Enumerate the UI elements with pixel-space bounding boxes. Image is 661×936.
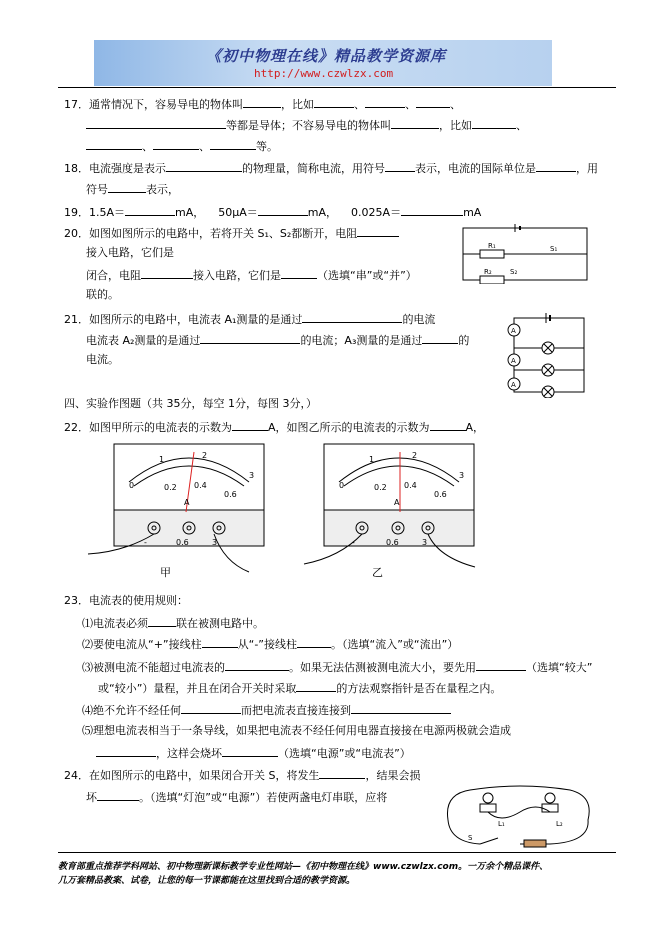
q23-rule2: ⑵要使电流从“+”接线柱 从“-”接线柱 。（选填“流入”或“流出”） — [82, 638, 459, 651]
q20-line2: 接入电路，它们是 — [86, 246, 174, 259]
fig20-label-r1: R₁ — [488, 242, 496, 250]
left-sub-04: 0.4 — [194, 481, 207, 490]
q18-line1: 18．电流强度是表示 的物理量，简称电流，用符号 表示，电流的国际单位是 ，用 — [64, 162, 598, 175]
section4-title: 四、实验作图题（共 35分，每空 1分，每图 3分，） — [64, 397, 317, 410]
right-scale-0: 0 — [339, 481, 345, 490]
left-scale-2: 2 — [202, 451, 208, 460]
q23-rule1: ⑴电流表必须 联在被测电路中。 — [82, 617, 264, 630]
footer-rule — [58, 852, 616, 853]
fig24-label-l1: L₁ — [498, 820, 505, 828]
left-sub-02: 0.2 — [164, 483, 177, 492]
q17-line3: 、 、 等。 — [86, 138, 278, 154]
ammeter-right — [300, 442, 490, 580]
q23-rule4: ⑷绝不允许不经任何 而把电流表直接连接到 — [82, 702, 451, 718]
q23-rule3: ⑶被测电流不能超过电流表的 。如果无法估测被测电流大小，要先用 （选填“较大” — [82, 661, 593, 674]
left-unit: A — [184, 498, 190, 507]
left-scale-1: 1 — [159, 455, 165, 464]
fig21-ammeter-2: A — [511, 357, 516, 365]
fig20-label-s1: S₁ — [550, 245, 558, 253]
q20-line4: 联的。 — [86, 288, 119, 301]
q20-line1: 20．如图如图所示的电路中，若将开关 S₁、S₂都断开，电阻 — [64, 225, 399, 241]
q18-line2: 符号 表示， — [86, 183, 179, 196]
right-sub-02: 0.2 — [374, 483, 387, 492]
q24-line1: 24．在如图所示的电路中，如果闭合开关 S，将发生 ，结果会损 — [64, 769, 421, 782]
q22-caption-left: 甲 — [160, 566, 171, 579]
header-url: http://www.czwlzx.com — [254, 67, 394, 80]
q17-line2: 等都是导体；不容易导电的物体叫 ，比如 、 — [86, 117, 527, 133]
footer-line1: 教育部重点推荐学科网站、初中物理新课标教学专业性网站—《初中物理在线》www.czwlzx.com。一万余个精品课件、 — [58, 862, 549, 872]
right-term-3: 3 — [422, 538, 428, 547]
left-term-3: 3 — [212, 538, 218, 547]
right-term-minus: - — [352, 538, 355, 547]
q23-title: 23．电流表的使用规则： — [64, 594, 188, 607]
q24-line2: 坏 。（选填“灯泡”或“电源”）若使两盏电灯串联，应将 — [86, 791, 388, 804]
fig21-ammeter-3: A — [511, 381, 516, 389]
q19-line: 19．1.5A＝ mA， 50μA＝ mA， 0.025A＝ mA — [64, 206, 482, 219]
left-term-06: 0.6 — [176, 538, 189, 547]
q22-line1: 22．如图甲所示的电流表的示数为 A，如图乙所示的电流表的示数为 A， — [64, 421, 485, 434]
left-sub-06: 0.6 — [224, 490, 237, 499]
right-sub-04: 0.4 — [404, 481, 417, 490]
fig24-label-s: S — [468, 834, 473, 842]
q21-line3: 电流。 — [86, 353, 119, 366]
right-unit: A — [394, 498, 400, 507]
left-scale-3: 3 — [249, 471, 255, 480]
q23-rule5: ⑸理想电流表相当于一条导线，如果把电流表不经任何用电器直接接在电源两极就会造成 — [82, 724, 511, 737]
q23-rule5-cont: ，这样会烧坏 （选填“电源”或“电流表”） — [96, 745, 411, 761]
q21-line2: 电流表 A₂测量的是通过 的电流；A₃测量的是通过 的 — [86, 334, 470, 347]
q21-line1: 21．如图所示的电路中，电流表 A₁测量的是通过 的电流 — [64, 313, 436, 326]
q20-line3: 闭合，电阻 接入电路，它们是 （选填“串”或“并”） — [86, 269, 417, 282]
q22-caption-right: 乙 — [372, 566, 383, 579]
q17-line1: 17．通常情况下，容易导电的物体叫 ，比如 、 、 、 — [64, 98, 461, 111]
fig24-label-l2: L₂ — [556, 820, 563, 828]
circuit-figure-24 — [440, 776, 596, 848]
fig21-ammeter-1: A — [511, 327, 516, 335]
right-scale-1: 1 — [369, 455, 375, 464]
footer-line2: 几万套精品教案、试卷，让您的每一节课都能在这里找到合适的教学资源。 — [58, 876, 356, 886]
left-term-minus: - — [144, 538, 147, 547]
fig20-label-s2: S₂ — [510, 268, 518, 276]
right-scale-3: 3 — [459, 471, 465, 480]
q23-rule3-cont: 或“较小”）量程，并且在闭合开关时采取 的方法观察指针是否在量程之内。 — [98, 682, 502, 695]
header-title: 《初中物理在线》精品教学资源库 — [206, 47, 447, 65]
header-banner — [94, 40, 552, 86]
fig20-label-r2: R₂ — [484, 268, 492, 276]
left-scale-0: 0 — [129, 481, 135, 490]
header-rule — [58, 87, 616, 88]
right-scale-2: 2 — [412, 451, 418, 460]
right-sub-06: 0.6 — [434, 490, 447, 499]
right-term-06: 0.6 — [386, 538, 399, 547]
ammeter-left — [84, 442, 274, 580]
circuit-figure-21 — [502, 308, 587, 398]
circuit-figure-20 — [460, 222, 590, 284]
